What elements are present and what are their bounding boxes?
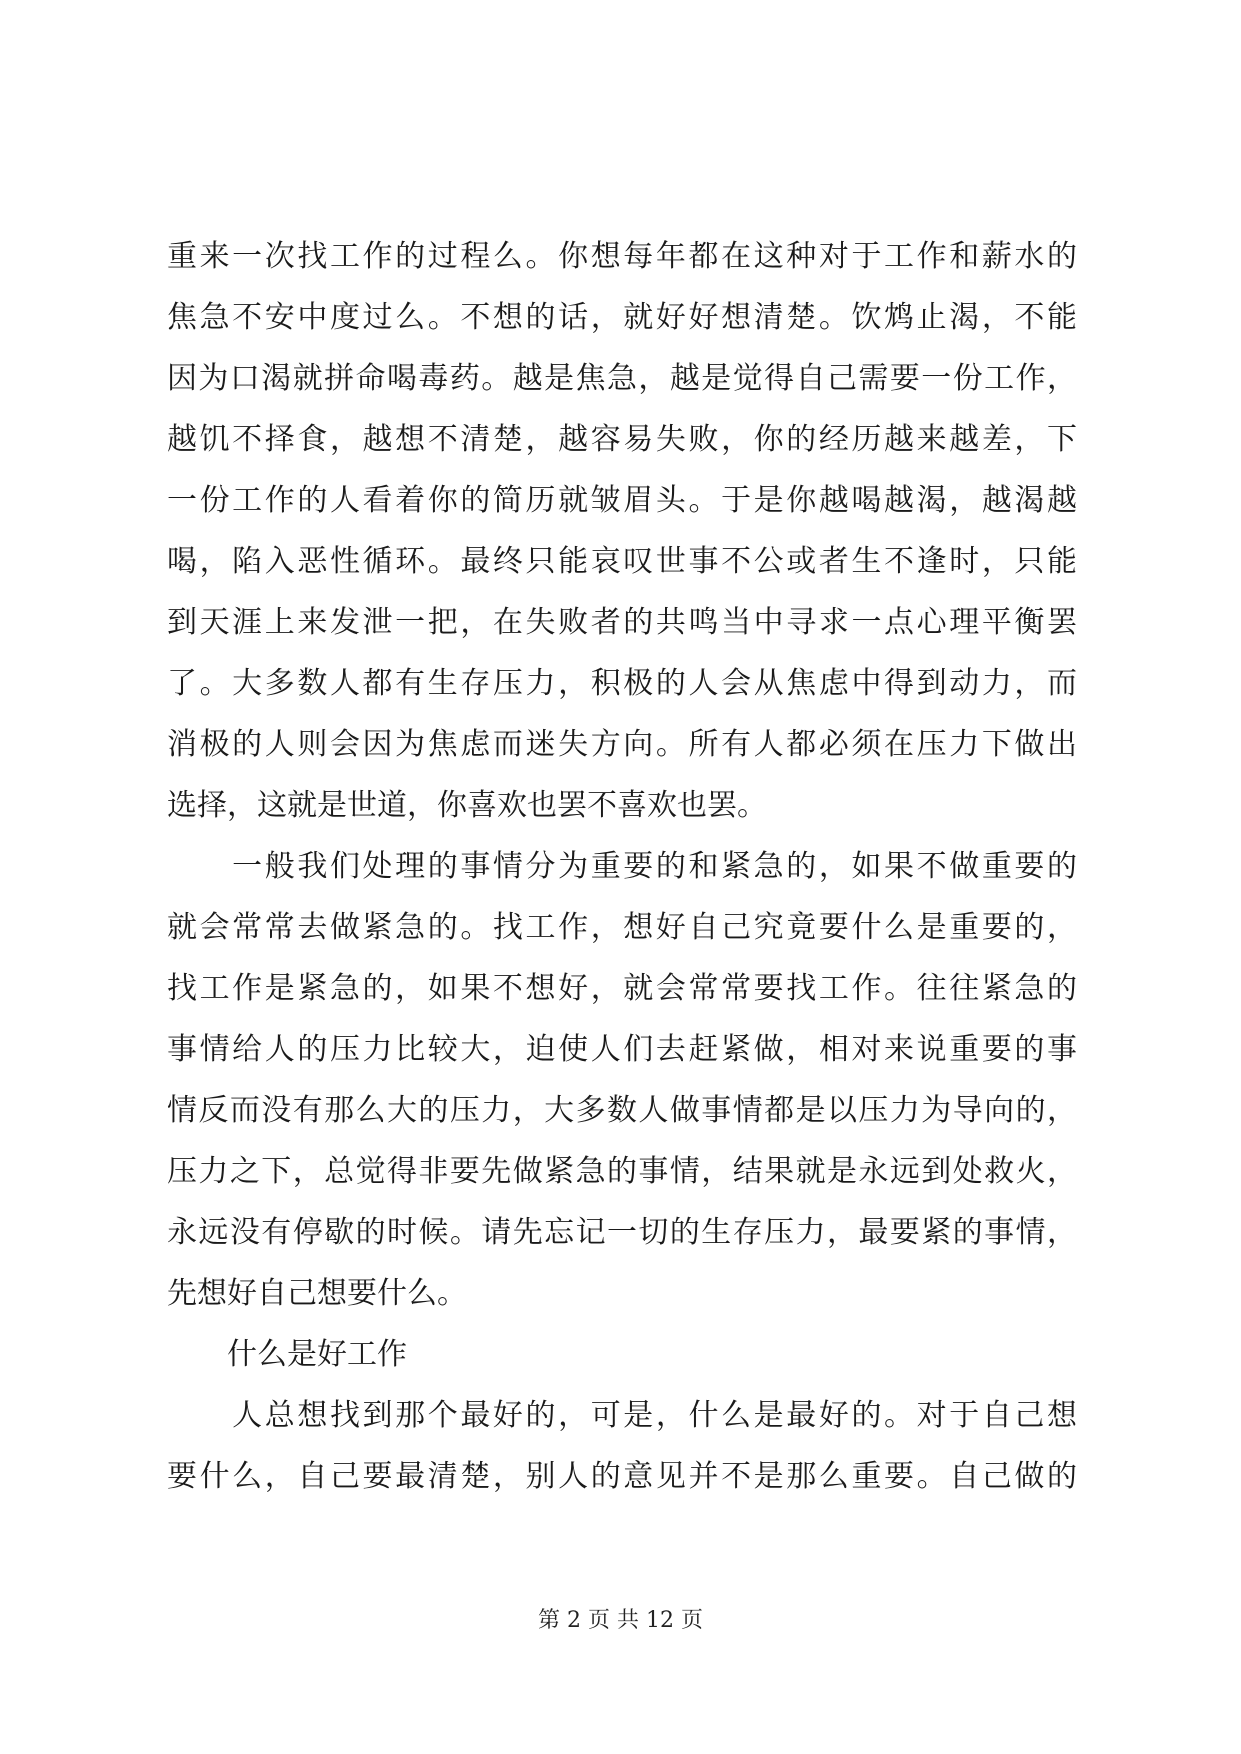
text-line-12: 就会常常去做紧急的。找工作，想好自己究竟要什么是重要的， xyxy=(167,910,1077,945)
text-line-13: 找工作是紧急的，如果不想好，就会常常要找工作。往往紧急的 xyxy=(167,971,1077,1006)
text-line-4: 越饥不择食，越想不清楚，越容易失败，你的经历越来越差，下 xyxy=(167,422,1077,457)
text-line-1: 重来一次找工作的过程么。你想每年都在这种对于工作和薪水的 xyxy=(167,239,1077,274)
body-text xyxy=(167,226,1077,1507)
text-line-2: 焦急不安中度过么。不想的话，就好好想清楚。饮鸩止渴，不能 xyxy=(167,300,1077,335)
text-line-11: 一般我们处理的事情分为重要的和紧急的，如果不做重要的 xyxy=(167,849,1077,884)
text-line-6: 喝，陷入恶性循环。最终只能哀叹世事不公或者生不逢时，只能 xyxy=(167,544,1077,579)
section-heading: 什么是好工作 xyxy=(167,1337,407,1372)
text-line-20: 人总想找到那个最好的，可是，什么是最好的。对于自己想 xyxy=(167,1398,1077,1433)
text-line-21: 要什么，自己要最清楚，别人的意见并不是那么重要。自己做的 xyxy=(167,1459,1077,1494)
text-line-9: 消极的人则会因为焦虑而迷失方向。所有人都必须在压力下做出 xyxy=(167,727,1077,762)
page-number-footer: 第 2 页 共 12 页 xyxy=(538,1608,703,1633)
text-line-18: 先想好自己想要什么。 xyxy=(167,1276,467,1311)
text-line-3: 因为口渴就拼命喝毒药。越是焦急，越是觉得自己需要一份工作， xyxy=(167,361,1077,396)
text-line-14: 事情给人的压力比较大，迫使人们去赶紧做，相对来说重要的事 xyxy=(167,1032,1077,1067)
text-line-5: 一份工作的人看着你的简历就皱眉头。于是你越喝越渴，越渴越 xyxy=(167,483,1077,518)
text-line-17: 永远没有停歇的时候。请先忘记一切的生存压力，最要紧的事情， xyxy=(167,1215,1077,1250)
text-line-7: 到天涯上来发泄一把，在失败者的共鸣当中寻求一点心理平衡罢 xyxy=(167,605,1077,640)
text-line-8: 了。大多数人都有生存压力，积极的人会从焦虑中得到动力，而 xyxy=(167,666,1077,701)
text-line-15: 情反而没有那么大的压力，大多数人做事情都是以压力为导向的， xyxy=(167,1093,1077,1128)
text-line-10: 选择，这就是世道，你喜欢也罢不喜欢也罢。 xyxy=(167,788,767,823)
text-line-16: 压力之下，总觉得非要先做紧急的事情，结果就是永远到处救火， xyxy=(167,1154,1077,1189)
